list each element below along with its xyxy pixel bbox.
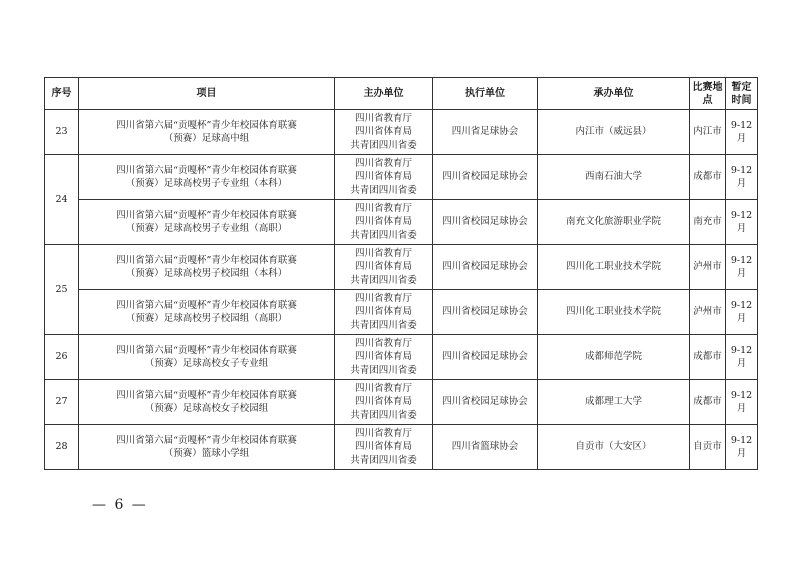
- cell-venue: 泸州市: [690, 245, 726, 290]
- project-line-2: （预赛）足球高校男子校园组（本科）: [125, 268, 288, 279]
- project-line-2: （预赛）足球高校女子专业组: [144, 358, 269, 369]
- cell-organizer: [335, 200, 433, 245]
- cell-host: 四川化工职业技术学院: [538, 245, 690, 290]
- cell-venue: 南充市: [690, 200, 726, 245]
- organizer-line: 四川省教育厅: [354, 202, 412, 214]
- cell-project: [79, 335, 335, 380]
- organizer-line: 四川省体育局: [354, 441, 412, 453]
- cell-host: 南充文化旅游职业学院: [538, 200, 690, 245]
- organizer-line: 四川省教育厅: [354, 112, 412, 124]
- cell-organizer: [335, 155, 433, 200]
- cell-organizer: [335, 425, 433, 470]
- cell-no: 27: [45, 380, 79, 425]
- cell-time: 9-12月: [726, 425, 758, 470]
- table-row: [45, 200, 758, 245]
- organizer-line: 四川省体育局: [354, 351, 412, 363]
- project-line-1: 四川省第六届“贡嘎杯”青少年校园体育联赛: [116, 389, 297, 401]
- project-line-2: （预赛）足球高校男子专业组（高职）: [125, 223, 288, 234]
- table-row: [45, 425, 758, 470]
- header-time: [726, 78, 758, 110]
- cell-executor: 四川省校园足球协会: [433, 155, 538, 200]
- table-header: [45, 78, 758, 110]
- cell-time: 9-12月: [726, 290, 758, 335]
- cell-host: 成都师范学院: [538, 335, 690, 380]
- cell-venue: 成都市: [690, 155, 726, 200]
- cell-time: 9-12月: [726, 110, 758, 155]
- project-line-1: 四川省第六届“贡嘎杯”青少年校园体育联赛: [116, 164, 297, 176]
- cell-no: 28: [45, 425, 79, 470]
- cell-venue: 成都市: [690, 380, 726, 425]
- cell-executor: 四川省篮球协会: [433, 425, 538, 470]
- table-row: [45, 380, 758, 425]
- project-line-1: 四川省第六届“贡嘎杯”青少年校园体育联赛: [116, 344, 297, 356]
- cell-no: 26: [45, 335, 79, 380]
- project-line-2: （预赛）篮球小学组: [163, 448, 250, 459]
- organizer-line: 共青团四川省委: [350, 454, 417, 466]
- cell-project: [79, 110, 335, 155]
- header-time-line1: 暂定: [731, 81, 752, 93]
- table-row: [45, 245, 758, 290]
- cell-project: [79, 290, 335, 335]
- cell-executor: 四川省校园足球协会: [433, 245, 538, 290]
- table-row: [45, 290, 758, 335]
- organizer-line: 共青团四川省委: [350, 274, 417, 286]
- project-line-1: 四川省第六届“贡嘎杯”青少年校园体育联赛: [116, 434, 297, 446]
- organizer-line: 四川省体育局: [354, 261, 412, 273]
- project-line-1: 四川省第六届“贡嘎杯”青少年校园体育联赛: [116, 299, 297, 311]
- cell-organizer: [335, 335, 433, 380]
- header-project: 项目: [79, 78, 335, 110]
- cell-venue: 自贡市: [690, 425, 726, 470]
- cell-host: 四川化工职业技术学院: [538, 290, 690, 335]
- cell-organizer: [335, 110, 433, 155]
- header-venue-line2: 点: [702, 94, 713, 106]
- project-line-1: 四川省第六届“贡嘎杯”青少年校园体育联赛: [116, 119, 297, 131]
- cell-executor: 四川省校园足球协会: [433, 380, 538, 425]
- cell-no: 25: [45, 245, 79, 335]
- organizer-line: 四川省体育局: [354, 171, 412, 183]
- cell-executor: 四川省校园足球协会: [433, 290, 538, 335]
- organizer-line: 共青团四川省委: [350, 229, 417, 241]
- organizer-line: 四川省体育局: [354, 396, 412, 408]
- cell-project: [79, 155, 335, 200]
- organizer-line: 共青团四川省委: [350, 409, 417, 421]
- cell-executor: 四川省校园足球协会: [433, 200, 538, 245]
- organizer-line: 四川省教育厅: [354, 337, 412, 349]
- table-row: [45, 110, 758, 155]
- cell-venue: 泸州市: [690, 290, 726, 335]
- cell-host: 内江市（威远县）: [538, 110, 690, 155]
- organizer-line: 四川省体育局: [354, 126, 412, 138]
- header-row: [45, 78, 758, 110]
- project-line-1: 四川省第六届“贡嘎杯”青少年校园体育联赛: [116, 254, 297, 266]
- cell-venue: 内江市: [690, 110, 726, 155]
- cell-time: 9-12月: [726, 200, 758, 245]
- cell-executor: 四川省足球协会: [433, 110, 538, 155]
- cell-project: [79, 200, 335, 245]
- cell-host: 自贡市（大安区）: [538, 425, 690, 470]
- project-line-2: （预赛）足球高校男子校园组（高职）: [125, 313, 288, 324]
- organizer-line: 四川省体育局: [354, 306, 412, 318]
- cell-time: 9-12月: [726, 380, 758, 425]
- organizer-line: 四川省教育厅: [354, 382, 412, 394]
- project-line-1: 四川省第六届“贡嘎杯”青少年校园体育联赛: [116, 209, 297, 221]
- cell-executor: 四川省校园足球协会: [433, 335, 538, 380]
- organizer-line: 共青团四川省委: [350, 319, 417, 331]
- cell-organizer: [335, 290, 433, 335]
- project-line-2: （预赛）足球高校女子校园组: [144, 403, 269, 414]
- cell-venue: 成都市: [690, 335, 726, 380]
- cell-no: 23: [45, 110, 79, 155]
- cell-time: 9-12月: [726, 335, 758, 380]
- cell-organizer: [335, 245, 433, 290]
- organizer-line: 四川省体育局: [354, 216, 412, 228]
- organizer-line: 四川省教育厅: [354, 247, 412, 259]
- schedule-table: [44, 77, 758, 470]
- cell-host: 西南石油大学: [538, 155, 690, 200]
- project-line-2: （预赛）足球高中组: [163, 133, 250, 144]
- cell-time: 9-12月: [726, 155, 758, 200]
- table-body: [45, 110, 758, 470]
- cell-project: [79, 245, 335, 290]
- header-organizer: 主办单位: [335, 78, 433, 110]
- page-number: — 6 —: [92, 497, 148, 513]
- organizer-line: 共青团四川省委: [350, 139, 417, 151]
- header-time-line2: 时间: [731, 94, 752, 106]
- cell-project: [79, 425, 335, 470]
- header-venue-line1: 比赛地: [692, 81, 723, 93]
- table-row: [45, 335, 758, 380]
- cell-no: 24: [45, 155, 79, 245]
- organizer-line: 四川省教育厅: [354, 427, 412, 439]
- organizer-line: 四川省教育厅: [354, 157, 412, 169]
- header-venue: [690, 78, 726, 110]
- cell-project: [79, 380, 335, 425]
- header-host: 承办单位: [538, 78, 690, 110]
- cell-host: 成都理工大学: [538, 380, 690, 425]
- header-no: 序号: [45, 78, 79, 110]
- cell-time: 9-12月: [726, 245, 758, 290]
- project-line-2: （预赛）足球高校男子专业组（本科）: [125, 178, 288, 189]
- header-executor: 执行单位: [433, 78, 538, 110]
- cell-organizer: [335, 380, 433, 425]
- table-row: [45, 155, 758, 200]
- organizer-line: 共青团四川省委: [350, 184, 417, 196]
- organizer-line: 四川省教育厅: [354, 292, 412, 304]
- organizer-line: 共青团四川省委: [350, 364, 417, 376]
